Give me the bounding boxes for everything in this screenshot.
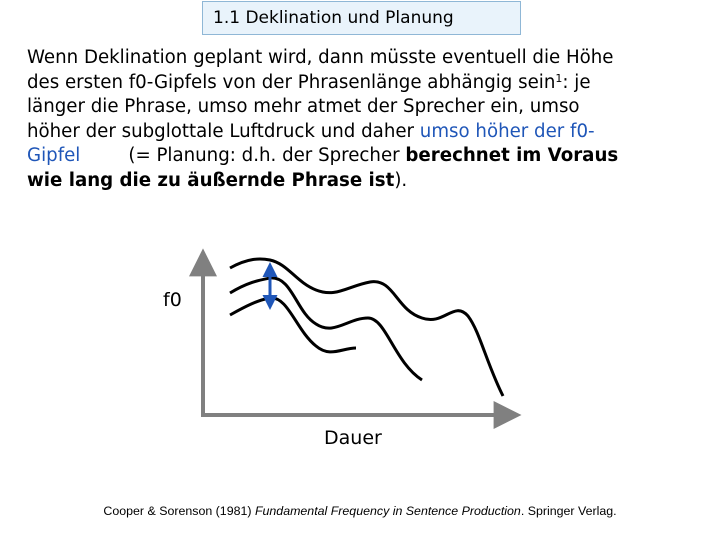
highlighted-text: Gipfel [27,145,81,167]
paragraph-text: : je [562,71,591,93]
paragraph-line-1: Wenn Deklination geplant wird, dann müsste eventuell die Höhe [27,47,614,68]
footnote-marker: 1 [555,71,563,85]
paragraph-text: (= Planung: d.h. der Sprecher [128,145,406,167]
citation [0,504,720,518]
citation-authors: Cooper & Sorenson (1981) [103,504,252,518]
paragraph-text: des ersten f0-Gipfels von der Phrasenlänge abhängig sein [27,71,556,93]
paragraph-text: ). [394,169,408,191]
x-axis-label: Dauer [324,427,382,449]
y-axis-label: f0 [163,289,182,311]
citation-publisher: . Springer Verlag. [520,504,617,518]
paragraph-text: höher der subglottale Luftdruck und daher [27,120,420,142]
citation-work: Fundamental Frequency in Sentence Production [254,504,521,518]
f0-contour-short [230,298,356,352]
paragraph-line-3: länger die Phrase, umso mehr atmet der Sprecher ein, umso [27,96,580,118]
bold-text: berechnet im Voraus [405,145,619,167]
slide-title: 1.1 Deklination und Planung [202,1,521,35]
bold-text: wie lang die zu äußernde Phrase ist [27,169,395,191]
highlighted-text: umso höher der f0- [419,120,595,142]
